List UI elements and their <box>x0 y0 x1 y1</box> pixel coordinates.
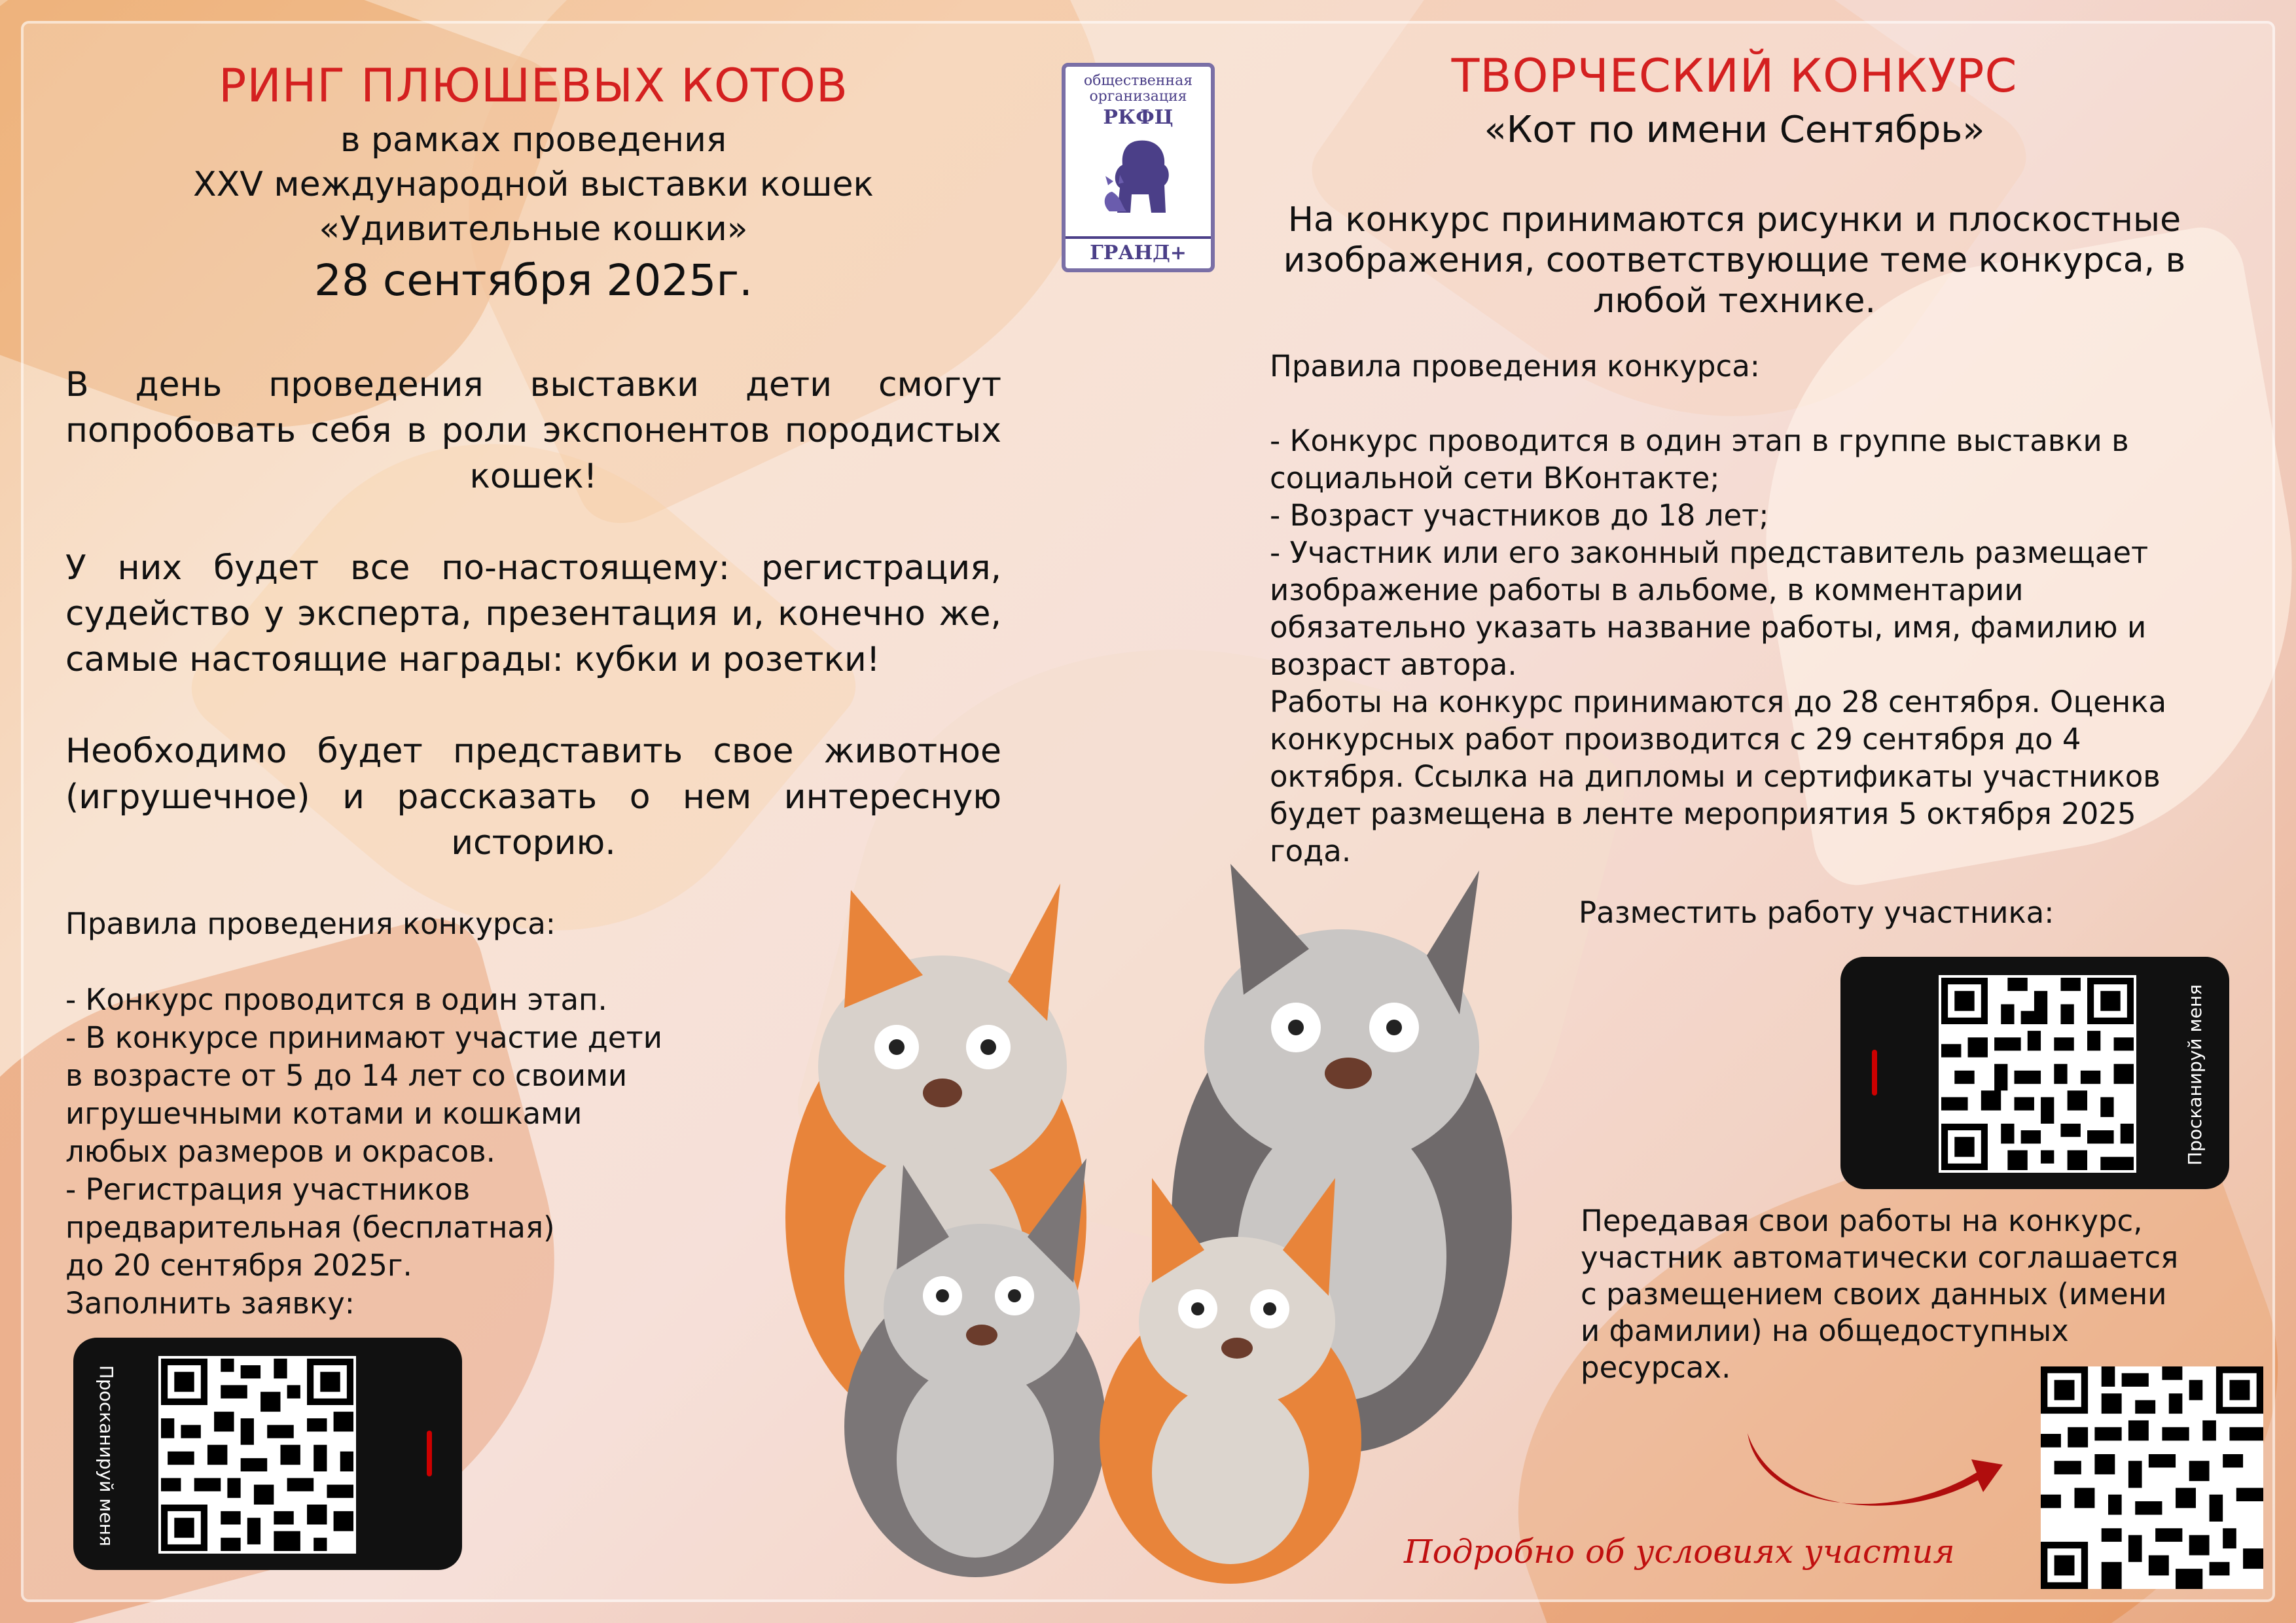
plush-cats-illustration <box>720 851 1584 1584</box>
consent-line: и фамилии) на общедоступных <box>1581 1313 2069 1348</box>
rules-heading: Правила проведения конкурса: <box>65 906 556 941</box>
rule-line: возраст автора. <box>1270 647 1517 682</box>
contest-subtitle: «Кот по имени Сентябрь» <box>1484 109 1985 151</box>
rkfc-grand-logo <box>1062 63 1215 272</box>
logo-org-line: организация <box>1089 88 1187 105</box>
rule-line: предварительная (бесплатная) <box>65 1210 555 1245</box>
rule-line: в возрасте от 5 до 14 лет со своими <box>65 1058 628 1093</box>
rule-line: будет размещена в ленте мероприятия 5 октября 2025 <box>1270 796 2136 831</box>
rule-line: - В конкурсе принимают участие дети <box>65 1020 663 1055</box>
logo-abbr: РКФЦ <box>1103 106 1174 129</box>
rule-line: - Возраст участников до 18 лет; <box>1270 498 1769 533</box>
phone-speaker-icon <box>427 1431 432 1476</box>
rule-line: - Конкурс проводится в один этап. <box>65 982 607 1017</box>
qr-code-icon <box>161 1359 353 1551</box>
contest-title: ТВОРЧЕСКИЙ КОНКУРС <box>1451 49 2018 103</box>
ring-date: 28 сентября 2025г. <box>314 255 753 306</box>
rule-line: - Участник или его законный представитель размещает <box>1270 535 2149 570</box>
ring-subtitle-line: XXV международной выставки кошек <box>193 165 874 204</box>
rule-line: изображение работы в альбоме, в комментарии <box>1270 573 2024 607</box>
consent-line: ресурсах. <box>1581 1350 1731 1385</box>
rule-line: любых размеров и окрасов. <box>65 1134 495 1169</box>
logo-brand: ГРАНД+ <box>1066 236 1211 264</box>
contest-section <box>1270 49 2199 870</box>
application-qr-code[interactable] <box>158 1356 356 1554</box>
ring-paragraph: Необходимо будет представить свое животное (игрушечное) и рассказать о нем интересную историю. <box>65 732 1001 863</box>
ring-subtitle-line: «Удивительные кошки» <box>319 209 748 249</box>
rule-line: года. <box>1270 834 1352 868</box>
rule-line: обязательно указать название работы, имя, фамилию и <box>1270 610 2147 645</box>
contest-rules <box>1270 348 2199 870</box>
submission-qr-code[interactable] <box>1939 975 2136 1173</box>
ring-paragraph: В день проведения выставки дети смогут попробовать себя в роли экспонентов породистых кошек! <box>65 365 1001 496</box>
phone-speaker-icon <box>1872 1050 1877 1096</box>
plush-cats-photo <box>720 851 1584 1584</box>
ring-title: РИНГ ПЛЮШЕВЫХ КОТОВ <box>219 59 848 113</box>
rules-heading: Правила проведения конкурса: <box>1270 349 1760 383</box>
consent-line: участник автоматически соглашается <box>1581 1240 2179 1275</box>
application-qr-phone[interactable] <box>73 1338 462 1570</box>
consent-text <box>1581 1203 2178 1386</box>
rule-line: социальной сети ВКонтакте; <box>1270 461 1720 495</box>
cat-dog-silhouette-icon <box>1092 129 1184 221</box>
curved-arrow-icon <box>1734 1414 2009 1531</box>
rule-line: конкурсных работ производится с 29 сентября до 4 <box>1270 722 2081 757</box>
ring-paragraph: У них будет все по-настоящему: регистрация, судейство у эксперта, презентация и, конечно же, самые настоящие награды: кубки и розетки! <box>65 548 1001 679</box>
rule-line: Работы на конкурс принимаются до 28 сентября. Оценка <box>1270 685 2167 719</box>
rule-line: - Конкурс проводится в один этап в группе выставки в <box>1270 423 2129 458</box>
scan-me-caption: Просканируй меня <box>2184 984 2206 1166</box>
rule-line: игрушечными котами и кошками <box>65 1096 583 1131</box>
submission-qr-phone[interactable] <box>1840 957 2229 1189</box>
rule-line: - Регистрация участников <box>65 1172 471 1207</box>
details-link[interactable]: Подробно об условиях участия <box>1404 1533 1955 1571</box>
rule-line: до 20 сентября 2025г. <box>65 1248 412 1283</box>
rule-line: октября. Ссылка на дипломы и сертификаты участников <box>1270 759 2161 794</box>
logo-org-line: общественная <box>1083 73 1193 89</box>
details-qr-code[interactable] <box>2041 1366 2263 1589</box>
application-link-label: Заполнить заявку: <box>65 1286 355 1321</box>
place-work-label: Разместить работу участника: <box>1579 895 2054 930</box>
consent-line: с размещением своих данных (имени <box>1581 1277 2167 1311</box>
contest-intro: На конкурс принимаются рисунки и плоскостные изображения, соответствующие теме конкурса, в любой технике. <box>1283 200 2186 321</box>
scan-me-caption: Просканируй меня <box>96 1365 117 1546</box>
ring-subtitle-line: в рамках проведения <box>340 120 727 160</box>
consent-line: Передавая свои работы на конкурс, <box>1581 1204 2143 1238</box>
qr-code-icon <box>1941 978 2134 1170</box>
qr-code-icon <box>2041 1366 2263 1589</box>
